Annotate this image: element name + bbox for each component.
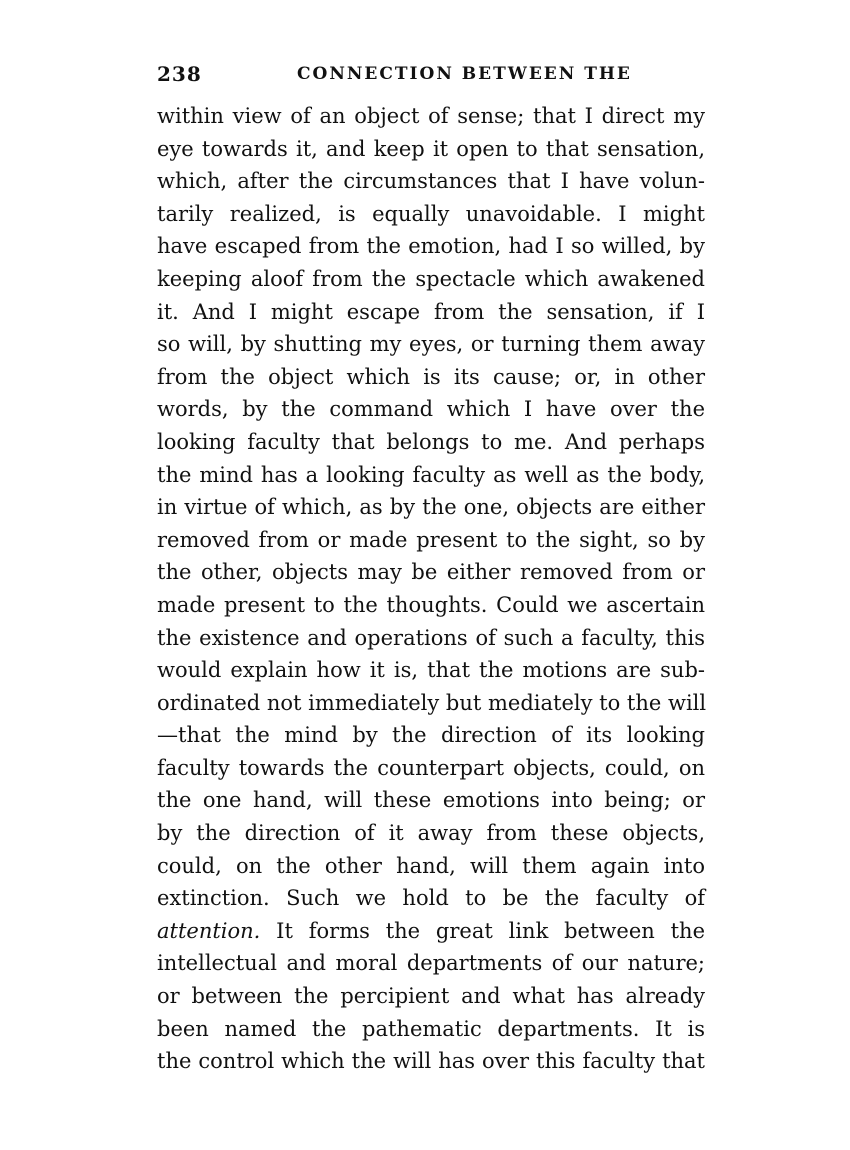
text-line: ordinated not immediately but mediately to the will <box>157 690 707 715</box>
text-line: have escaped from the emotion, had I so willed, by <box>157 234 705 259</box>
text-line-attention <box>157 915 705 948</box>
running-head: CONNECTION BETWEEN THE <box>297 64 632 84</box>
text-line: been named the pathematic departments. It is <box>157 1016 705 1041</box>
text-line: extinction. Such we hold to be the faculty of <box>157 886 705 911</box>
text-line: removed from or made present to the sight, so by <box>157 527 705 552</box>
text-line: eye towards it, and keep it open to that sensation, <box>157 136 705 161</box>
text-line: made present to the thoughts. Could we ascertain <box>157 592 705 617</box>
text-line: or between the percipient and what has already <box>157 984 705 1009</box>
text-line: so will, by shutting my eyes, or turning them away <box>157 332 705 357</box>
text-line: keeping aloof from the spectacle which awakened <box>157 266 705 291</box>
text-line: looking faculty that belongs to me. And perhaps <box>157 429 705 454</box>
text-line: words, by the command which I have over the <box>157 397 705 422</box>
body-text <box>157 100 705 1078</box>
italic-term: attention. <box>157 918 261 943</box>
text-line: could, on the other hand, will them again into <box>157 853 705 878</box>
text-line: the one hand, will these emotions into being; or <box>157 788 705 813</box>
text-line: which, after the circumstances that I have volun- <box>157 169 705 194</box>
text-line-rest: It forms the great link between the <box>260 918 705 943</box>
text-line: the mind has a looking faculty as well as the body, <box>157 462 705 487</box>
page-number: 238 <box>157 62 202 86</box>
text-line: would explain how it is, that the motions are sub- <box>157 658 705 683</box>
text-line: tarily realized, is equally unavoidable. I might <box>157 201 705 226</box>
text-line: —that the mind by the direction of its looking <box>157 723 705 748</box>
page-header <box>157 62 702 88</box>
text-line: by the direction of it away from these objects, <box>157 821 705 846</box>
text-line: from the object which is its cause; or, in other <box>157 364 705 389</box>
text-line: the other, objects may be either removed from or <box>157 560 705 585</box>
text-line: in virtue of which, as by the one, objects are either <box>157 495 705 520</box>
text-line: faculty towards the counterpart objects, could, on <box>157 755 705 780</box>
text-line: within view of an object of sense; that I direct my <box>157 104 705 128</box>
text-line: intellectual and moral departments of our nature; <box>157 951 705 976</box>
text-line: it. And I might escape from the sensation, if I <box>157 299 705 324</box>
text-line: the control which the will has over this faculty that <box>157 1049 705 1074</box>
text-line: the existence and operations of such a faculty, this <box>157 625 705 650</box>
